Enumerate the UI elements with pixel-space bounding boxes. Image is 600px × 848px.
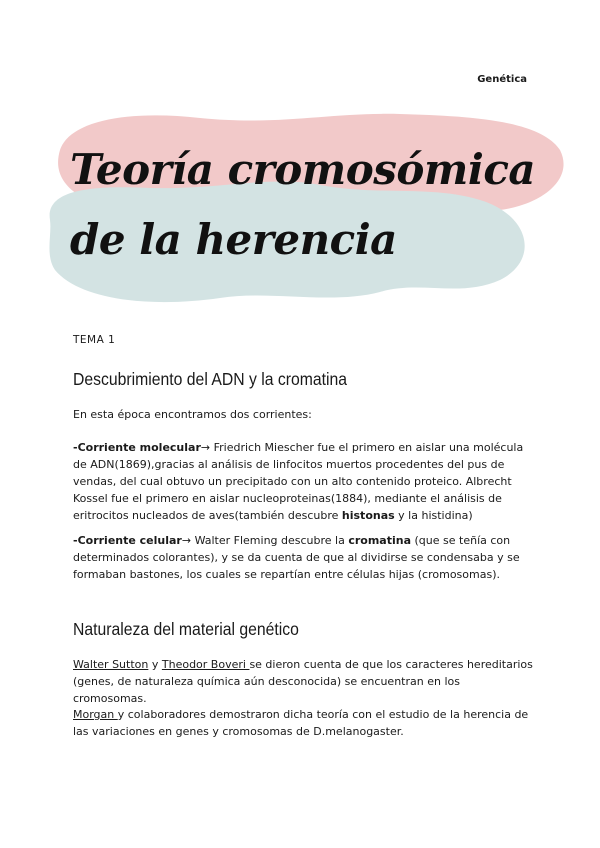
name-link: Walter Sutton bbox=[73, 658, 149, 671]
text: Friedrich Miescher fue el primero en aislar una molécula de ADN(1869),gracias al análisis de linfocitos muertos procedentes del pus de vendas, del cual obtuvo un precipitado con un alto contenido proteico. Albrecht Kossel fue el primero en aislar nucleoproteinas(1884), mediante el análisis de eritrocitos nucleados de aves(también descubre bbox=[73, 441, 524, 522]
celular-paragraph bbox=[73, 532, 535, 583]
text: y la histidina) bbox=[394, 509, 473, 522]
text: y bbox=[148, 658, 162, 671]
molecular-paragraph bbox=[73, 439, 535, 524]
term: cromatina bbox=[348, 534, 412, 547]
name-link: Theodor Boveri bbox=[161, 658, 250, 671]
text: (que se teñía con determinados colorantes), y se da cuenta de que al dividirse se condensaba y se formaban bastones, los cuales se repartían entre células hijas (cromosomas). bbox=[73, 534, 520, 581]
intro-paragraph: En esta época encontramos dos corrientes: bbox=[73, 408, 312, 421]
morgan-paragraph bbox=[73, 706, 535, 740]
term: -Corriente molecular bbox=[73, 441, 201, 454]
section-heading-adn: Descubrimiento del ADN y la cromatina bbox=[73, 369, 347, 389]
text: se dieron cuenta de que los caracteres hereditarios (genes, de naturaleza química aún desconocida) se encuentran en los cromosomas. bbox=[73, 658, 533, 705]
topic-label: TEMA 1 bbox=[73, 334, 116, 346]
section-heading-material: Naturaleza del material genético bbox=[73, 619, 299, 639]
arrow: → bbox=[200, 441, 211, 454]
term: histonas bbox=[341, 509, 395, 522]
term: -Corriente celular bbox=[73, 534, 182, 547]
document-title-line1: Teoría cromosómica bbox=[70, 145, 536, 194]
document-title-line2: de la herencia bbox=[70, 215, 397, 264]
arrow: → bbox=[181, 534, 192, 547]
sutton-boveri-paragraph bbox=[73, 656, 535, 707]
subject-label: Genética bbox=[477, 74, 527, 85]
text: Walter Fleming descubre la bbox=[191, 534, 349, 547]
text: y colaboradores demostraron dicha teoría con el estudio de la herencia de las variaciones en genes y cromosomas de D.melanogaster. bbox=[73, 708, 529, 738]
name-link: Morgan bbox=[73, 708, 118, 721]
